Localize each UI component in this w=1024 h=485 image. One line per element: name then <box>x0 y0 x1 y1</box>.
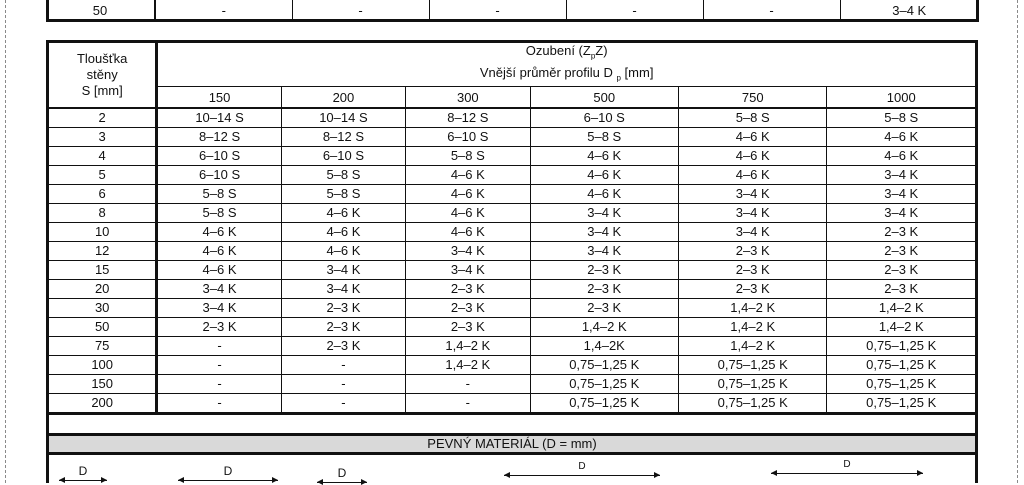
table-cell: - <box>281 394 405 414</box>
diameter-750: 750 <box>678 87 826 109</box>
table-cell: 5–8 S <box>406 147 530 166</box>
table-row <box>48 280 977 299</box>
dimension-arrow <box>771 473 923 474</box>
previous-table-last-row <box>46 0 978 20</box>
table-cell: 1,4–2 K <box>827 318 977 337</box>
table-cell: 2–3 K <box>678 261 826 280</box>
table-cell: 0,75–1,25 K <box>827 356 977 375</box>
table-cell: 5–8 S <box>281 185 405 204</box>
wall-thickness-cell: 200 <box>48 394 157 414</box>
table-cell: 2–3 K <box>530 280 678 299</box>
diameter-500: 500 <box>530 87 678 109</box>
diameter-row <box>48 87 977 109</box>
table-cell: 2–3 K <box>281 299 405 318</box>
teeth-diameter-header <box>157 42 977 87</box>
table-cell: 2–3 K <box>827 223 977 242</box>
dimension-label: D <box>337 466 347 480</box>
table-cell: 1,4–2 K <box>406 337 530 356</box>
diameter-150: 150 <box>157 87 281 109</box>
table-cell: 4–6 K <box>157 223 281 242</box>
table-cell: 1,4–2 K <box>678 337 826 356</box>
page-dashed-right-margin <box>1017 0 1018 483</box>
dimension-arrow <box>59 480 107 481</box>
table-row <box>48 318 977 337</box>
wall-thickness-cell: 10 <box>48 223 157 242</box>
table-cell: 3–4 K <box>157 280 281 299</box>
diameter-300: 300 <box>406 87 530 109</box>
table-cell: 4–6 K <box>827 128 977 147</box>
table-cell: 3–4 K <box>827 204 977 223</box>
table-cell: 0,75–1,25 K <box>678 394 826 414</box>
table-cell: 4–6 K <box>530 185 678 204</box>
solid-material-band <box>46 433 978 455</box>
table-row <box>48 108 977 128</box>
dimension-label: D <box>78 464 88 478</box>
wall-thickness-cell: 4 <box>48 147 157 166</box>
table-cell: 0,75–1,25 K <box>678 356 826 375</box>
diameter-subscript: p <box>616 73 621 83</box>
table-cell: - <box>703 0 840 20</box>
table-cell: 0,75–1,25 K <box>530 375 678 394</box>
dimension-d-3 <box>317 467 367 483</box>
table-row <box>48 299 977 318</box>
table-cell: 3–4 K <box>827 185 977 204</box>
table-cell: - <box>281 375 405 394</box>
wall-thickness-cell: 2 <box>48 108 157 128</box>
table-cell: 2–3 K <box>827 261 977 280</box>
diameter-1000: 1000 <box>827 87 977 109</box>
table-cell: - <box>157 337 281 356</box>
table-cell: 3–4 K <box>678 204 826 223</box>
table-cell: 4–6 K <box>406 166 530 185</box>
table-row <box>46 0 978 20</box>
table-cell: 3–4 K <box>406 261 530 280</box>
table-cell: 1,4–2K <box>530 337 678 356</box>
table-cell: 3–4 K <box>530 204 678 223</box>
table-cell: - <box>292 0 429 20</box>
table-cell: 10–14 S <box>157 108 281 128</box>
table-cell: 6–10 S <box>530 108 678 128</box>
table-row <box>48 261 977 280</box>
table-cell: 5–8 S <box>157 204 281 223</box>
table-cell: 1,4–2 K <box>406 356 530 375</box>
table-cell: 3–4 K <box>840 0 978 20</box>
table-cell: 2–3 K <box>530 261 678 280</box>
table-cell: 4–6 K <box>281 242 405 261</box>
wall-thickness-header <box>48 42 157 109</box>
table-row <box>48 242 977 261</box>
table-cell: 0,75–1,25 K <box>530 356 678 375</box>
dimension-label: D <box>578 461 586 472</box>
table-cell: 4–6 K <box>281 223 405 242</box>
table-cell: 4–6 K <box>678 128 826 147</box>
table-row <box>48 185 977 204</box>
table-cell: - <box>155 0 292 20</box>
table-cell: 8–12 S <box>406 108 530 128</box>
table-cell: - <box>429 0 566 20</box>
table-cell: 6–10 S <box>406 128 530 147</box>
table-cell: 1,4–2 K <box>678 299 826 318</box>
table-border <box>46 19 978 22</box>
dimension-arrow <box>504 475 660 476</box>
table-cell: - <box>281 356 405 375</box>
tooth-pitch-table <box>46 40 978 415</box>
table-cell: 4–6 K <box>157 242 281 261</box>
table-cell: - <box>157 394 281 414</box>
table-cell: 10–14 S <box>281 108 405 128</box>
table-cell: 8–12 S <box>157 128 281 147</box>
table-cell: 0,75–1,25 K <box>530 394 678 414</box>
table-cell: 2–3 K <box>530 299 678 318</box>
table-row <box>48 223 977 242</box>
table-cell: 5–8 S <box>827 108 977 128</box>
teeth-label: Ozubení (Z <box>525 43 591 58</box>
table-cell: 6–10 S <box>157 147 281 166</box>
table-cell: 4–6 K <box>530 147 678 166</box>
dimension-label: D <box>223 464 233 478</box>
table-cell: 2–3 K <box>157 318 281 337</box>
table-row <box>48 166 977 185</box>
wall-thickness-cell: 100 <box>48 356 157 375</box>
table-cell: 3–4 K <box>530 223 678 242</box>
table-cell: 2–3 K <box>406 299 530 318</box>
table-cell: 3–4 K <box>281 261 405 280</box>
dimension-label: D <box>843 459 851 470</box>
table-cell: 8–12 S <box>281 128 405 147</box>
wall-thickness-cell: 3 <box>48 128 157 147</box>
wall-thickness-cell: 15 <box>48 261 157 280</box>
table-cell: 5–8 S <box>678 108 826 128</box>
header-row <box>48 42 977 87</box>
table-cell: 3–4 K <box>530 242 678 261</box>
table-cell: 4–6 K <box>530 166 678 185</box>
table-cell: 5–8 S <box>281 166 405 185</box>
table-cell: 2–3 K <box>281 318 405 337</box>
table-cell: 4–6 K <box>678 166 826 185</box>
table-cell: 5–8 S <box>157 185 281 204</box>
table-cell: 0,75–1,25 K <box>827 394 977 414</box>
wall-thickness-cell: 30 <box>48 299 157 318</box>
section-gap <box>46 412 978 434</box>
wall-thickness-cell: 75 <box>48 337 157 356</box>
dimension-arrow <box>178 480 278 481</box>
table-cell: - <box>566 0 703 20</box>
shape-diagrams-area <box>46 455 978 483</box>
table-row <box>48 375 977 394</box>
table-cell: 3–4 K <box>827 166 977 185</box>
table-cell: 3–4 K <box>157 299 281 318</box>
band-title: PEVNÝ MATERIÁL (D = mm) <box>427 436 597 451</box>
diameter-unit: [mm] <box>624 64 654 80</box>
table-cell: 1,4–2 K <box>827 299 977 318</box>
table-cell: 1,4–2 K <box>530 318 678 337</box>
dimension-d-5 <box>771 460 923 474</box>
table-row <box>48 394 977 414</box>
teeth-subscript: p <box>590 51 596 61</box>
table-cell: 2–3 K <box>678 280 826 299</box>
wall-thickness-cell: 20 <box>48 280 157 299</box>
header-line: stěny <box>86 67 118 83</box>
dimension-d-4 <box>504 462 660 476</box>
table-cell: 4–6 K <box>281 204 405 223</box>
table-cell: 2–3 K <box>406 318 530 337</box>
wall-thickness-cell: 50 <box>46 0 155 20</box>
table-cell: 4–6 K <box>678 147 826 166</box>
table-cell: 4–6 K <box>406 223 530 242</box>
wall-thickness-cell: 50 <box>48 318 157 337</box>
table-row <box>48 356 977 375</box>
table-cell: - <box>157 375 281 394</box>
table-cell: 2–3 K <box>281 337 405 356</box>
page-dashed-left-margin <box>5 0 6 483</box>
table-cell: 0,75–1,25 K <box>827 337 977 356</box>
table-cell: 3–4 K <box>406 242 530 261</box>
header-line: Tloušťka <box>76 51 128 67</box>
table-cell: 1,4–2 K <box>678 318 826 337</box>
table-cell: 0,75–1,25 K <box>827 375 977 394</box>
wall-thickness-cell: 8 <box>48 204 157 223</box>
table-cell: 5–8 S <box>530 128 678 147</box>
table-cell: 2–3 K <box>827 242 977 261</box>
table-row <box>48 147 977 166</box>
table-cell: - <box>406 394 530 414</box>
table-cell: 6–10 S <box>281 147 405 166</box>
table-cell: 2–3 K <box>827 280 977 299</box>
table-cell: 4–6 K <box>406 204 530 223</box>
table-cell: 2–3 K <box>406 280 530 299</box>
table-cell: - <box>406 375 530 394</box>
header-line: S [mm] <box>81 83 123 99</box>
table-cell: 3–4 K <box>678 223 826 242</box>
table-row <box>48 128 977 147</box>
table-cell: 6–10 S <box>157 166 281 185</box>
table-cell: 0,75–1,25 K <box>678 375 826 394</box>
wall-thickness-cell: 6 <box>48 185 157 204</box>
table-cell: 4–6 K <box>157 261 281 280</box>
table-cell: 4–6 K <box>827 147 977 166</box>
teeth-label-end: Z) <box>595 43 608 58</box>
diameter-200: 200 <box>281 87 405 109</box>
table-cell: 3–4 K <box>678 185 826 204</box>
dimension-d-1 <box>59 465 107 481</box>
table-cell: 4–6 K <box>406 185 530 204</box>
wall-thickness-cell: 12 <box>48 242 157 261</box>
table-row <box>48 204 977 223</box>
wall-thickness-cell: 5 <box>48 166 157 185</box>
table-cell: 2–3 K <box>678 242 826 261</box>
dimension-d-2 <box>178 465 278 481</box>
table-cell: 3–4 K <box>281 280 405 299</box>
table-row <box>48 337 977 356</box>
table-cell: - <box>157 356 281 375</box>
wall-thickness-cell: 150 <box>48 375 157 394</box>
diameter-label: Vnější průměr profilu D <box>479 64 613 80</box>
